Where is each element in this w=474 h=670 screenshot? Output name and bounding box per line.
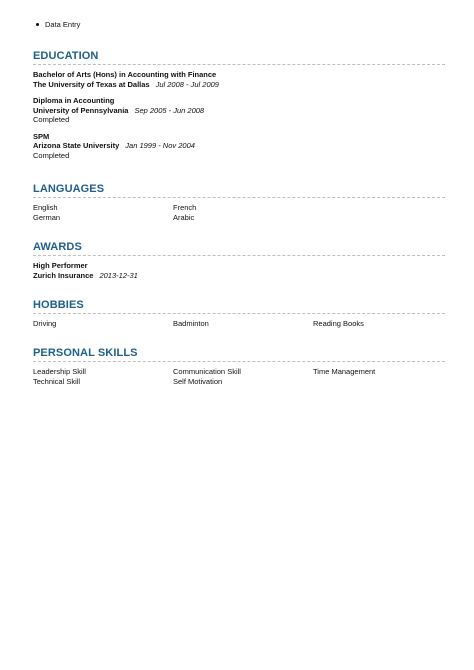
education-dates: Sep 2005 - Jun 2008 <box>134 105 205 115</box>
hobby-item: Badminton <box>173 319 209 328</box>
list-item <box>36 19 80 29</box>
education-section <box>33 49 445 160</box>
school-name: University of Pennsylvania <box>33 105 129 115</box>
list-item-label: Data Entry <box>45 19 81 29</box>
award-entry <box>33 261 445 280</box>
language-item: German <box>33 213 61 222</box>
education-status: Completed <box>33 150 70 160</box>
hobby-item: Driving <box>33 319 57 328</box>
skill-item: Technical Skill <box>33 377 81 386</box>
personal-skills-section <box>33 346 445 389</box>
award-date: 2013-12-31 <box>99 270 138 280</box>
degree-name: Diploma in Accounting <box>33 96 115 105</box>
languages-list <box>33 203 445 225</box>
section-divider <box>33 197 445 198</box>
education-entry <box>33 70 445 89</box>
section-title-hobbies: HOBBIES <box>33 299 84 311</box>
section-divider <box>33 313 445 314</box>
education-dates: Jul 2008 - Jul 2009 <box>155 79 219 89</box>
school-name: The University of Texas at Dallas <box>33 79 150 89</box>
education-status: Completed <box>33 115 70 124</box>
hobbies-section <box>33 298 445 331</box>
top-skill-list <box>36 19 80 29</box>
education-entry <box>33 132 445 161</box>
personal-skills-list <box>33 367 445 389</box>
hobbies-list <box>33 319 445 331</box>
skill-item: Self Motivation <box>173 377 223 386</box>
languages-section <box>33 182 445 225</box>
section-title-personal-skills: PERSONAL SKILLS <box>33 347 138 359</box>
skill-item: Leadership Skill <box>33 367 86 376</box>
section-divider <box>33 64 445 65</box>
bullet-icon <box>36 23 39 26</box>
language-item: French <box>173 203 197 212</box>
language-item: English <box>33 203 58 212</box>
language-item: Arabic <box>173 213 195 222</box>
education-dates: Jan 1999 - Nov 2004 <box>125 141 195 150</box>
section-divider <box>33 255 445 256</box>
skill-item: Communication Skill <box>173 367 241 376</box>
skill-item: Time Management <box>313 367 376 376</box>
awards-section <box>33 240 445 280</box>
section-divider <box>33 361 445 362</box>
school-name: Arizona State University <box>33 141 120 150</box>
award-name: High Performer <box>33 261 88 270</box>
degree-name: Bachelor of Arts (Hons) in Accounting with Finance <box>33 70 217 79</box>
section-title-languages: LANGUAGES <box>33 183 105 195</box>
degree-name: SPM <box>33 131 50 141</box>
education-entry <box>33 96 445 125</box>
section-title-education: EDUCATION <box>33 50 99 62</box>
award-issuer: Zurich Insurance <box>33 270 94 280</box>
hobby-item: Reading Books <box>313 319 364 328</box>
section-title-awards: AWARDS <box>33 241 82 253</box>
